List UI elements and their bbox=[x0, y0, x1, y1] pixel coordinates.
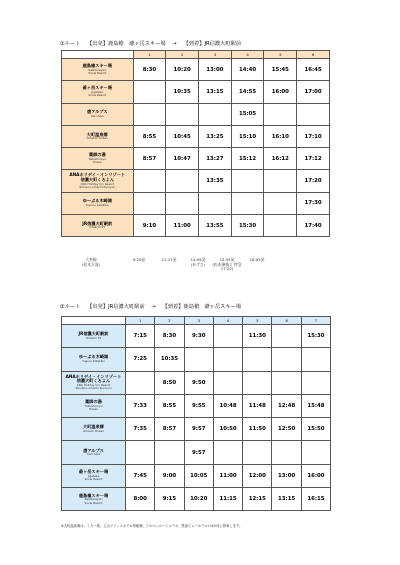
connection-note bbox=[73, 258, 109, 267]
stop-name bbox=[62, 170, 134, 192]
departure-time: 8:50 bbox=[155, 371, 184, 394]
stop-name bbox=[62, 215, 134, 237]
route1-title: ①ルート 【出発】鹿島槍 爺ヶ岳スキー場 → 【到着】JR信濃大町駅前 bbox=[60, 41, 242, 47]
departure-time bbox=[301, 371, 330, 394]
departure-time: 15:12 bbox=[231, 148, 264, 170]
stop-name-jp: ゆ～ぷる木崎湖 bbox=[78, 354, 109, 360]
departure-time: 15:10 bbox=[231, 125, 264, 147]
departure-time bbox=[231, 192, 264, 214]
stop-name-en: Yakushinoyu bbox=[84, 404, 103, 409]
departure-time: 13:15 bbox=[199, 81, 232, 103]
stop-row bbox=[62, 348, 331, 371]
stop-row bbox=[62, 125, 330, 147]
departure-time: 11:00 bbox=[213, 464, 242, 487]
departure-time: 13:15 bbox=[272, 488, 301, 511]
stop-name bbox=[62, 103, 134, 125]
departure-time: 12:50 bbox=[272, 418, 301, 441]
departure-time bbox=[297, 103, 330, 125]
departure-time: 15:45 bbox=[264, 59, 297, 81]
column-header: 4 bbox=[231, 51, 264, 59]
stop-name-jp: 信濃大町くろよん bbox=[80, 176, 115, 182]
departure-time: 17:10 bbox=[297, 125, 330, 147]
header-row bbox=[62, 317, 331, 325]
column-header: 2 bbox=[166, 51, 199, 59]
stop-name-en: Onsen bbox=[92, 160, 102, 165]
stop-row bbox=[62, 148, 330, 170]
stop-name bbox=[62, 81, 134, 103]
departure-time bbox=[264, 192, 297, 214]
departure-time: 9:55 bbox=[184, 394, 213, 417]
stop-name-jp: ゆ～ぷる木崎湖 bbox=[82, 198, 112, 204]
departure-time: 9:10 bbox=[133, 215, 166, 237]
stop-row bbox=[62, 441, 331, 464]
departure-time bbox=[155, 441, 184, 464]
stop-name-en: Kari Alps bbox=[87, 452, 100, 457]
header-row bbox=[62, 51, 330, 59]
departure-time: 10:50 bbox=[213, 418, 242, 441]
stop-name-jp: 鹿島槍スキー場 bbox=[82, 63, 112, 69]
column-header: 3 bbox=[199, 51, 232, 59]
column-header: 1 bbox=[133, 51, 166, 59]
stop-name bbox=[62, 59, 134, 81]
stop-name bbox=[62, 125, 134, 147]
departure-time: 8:57 bbox=[155, 418, 184, 441]
stop-name-jp: JR信濃大町駅前 bbox=[78, 331, 109, 337]
stop-name-en: Shinano-omachi Kuroyon bbox=[75, 386, 112, 391]
departure-time: 13:35 bbox=[199, 170, 232, 192]
column-header: 1 bbox=[126, 317, 155, 325]
departure-time: 16:00 bbox=[301, 464, 330, 487]
departure-time: 7:15 bbox=[126, 325, 155, 348]
column-header: 6 bbox=[297, 51, 330, 59]
column-header: 2 bbox=[155, 317, 184, 325]
stop-row bbox=[62, 418, 331, 441]
departure-time: 15:50 bbox=[301, 418, 330, 441]
stop-name-en: Snow Resort bbox=[84, 500, 103, 505]
stop-name-jp: 大町温泉郷 bbox=[83, 424, 104, 430]
stop-name bbox=[62, 148, 134, 170]
connection-note bbox=[239, 258, 275, 263]
stop-name-en: Snow Resort bbox=[88, 93, 107, 98]
departure-time: 13:00 bbox=[272, 464, 301, 487]
stop-name-jp: 爺ヶ岳スキー場 bbox=[82, 85, 112, 91]
departure-time: 16:00 bbox=[264, 81, 297, 103]
stop-name bbox=[62, 325, 126, 348]
stop-name-jp: 薬師の湯 bbox=[85, 399, 102, 405]
header-corner bbox=[62, 317, 126, 325]
connection-note-line: 18:05発 bbox=[249, 257, 265, 262]
stop-row bbox=[62, 371, 331, 394]
departure-time: 16:45 bbox=[297, 59, 330, 81]
departure-time bbox=[133, 103, 166, 125]
departure-time: 13:27 bbox=[199, 148, 232, 170]
stop-name-en: Omachi ST bbox=[89, 225, 106, 230]
stop-name-jp: 大町温泉郷 bbox=[86, 131, 108, 137]
departure-time bbox=[231, 170, 264, 192]
route2-timetable bbox=[61, 316, 331, 511]
stop-name-en: Yupuru Kizakiko bbox=[82, 359, 105, 364]
stop-name-jp: 信濃大町くろよん bbox=[76, 378, 111, 384]
departure-time: 8:55 bbox=[133, 125, 166, 147]
departure-time bbox=[133, 170, 166, 192]
departure-time: 10:35 bbox=[155, 348, 184, 371]
departure-time bbox=[243, 348, 272, 371]
departure-time: 12:00 bbox=[243, 464, 272, 487]
departure-time: 17:20 bbox=[297, 170, 330, 192]
departure-time: 10:05 bbox=[184, 464, 213, 487]
connection-note-line: 大糸線 bbox=[85, 257, 97, 262]
departure-time: 11:50 bbox=[243, 418, 272, 441]
departure-time bbox=[199, 103, 232, 125]
stop-name bbox=[62, 192, 134, 214]
stop-name-en: ANA Holiday Inn Resort bbox=[80, 181, 115, 186]
departure-time: 13:00 bbox=[199, 59, 232, 81]
departure-time bbox=[126, 371, 155, 394]
departure-time: 10:20 bbox=[184, 488, 213, 511]
departure-time bbox=[272, 348, 301, 371]
stop-row bbox=[62, 215, 330, 237]
departure-time: 8:00 bbox=[126, 488, 155, 511]
stop-name-en: Snow Resort bbox=[88, 71, 107, 75]
stop-name-jp: 唐アルプス bbox=[86, 109, 108, 115]
departure-time bbox=[184, 348, 213, 371]
stop-name-en: Kari Alps bbox=[90, 113, 104, 118]
departure-time: 15:30 bbox=[231, 215, 264, 237]
departure-time bbox=[213, 441, 242, 464]
departure-time bbox=[213, 348, 242, 371]
route1-connection-notes bbox=[61, 258, 330, 282]
departure-time: 15:30 bbox=[301, 325, 330, 348]
departure-time: 10:48 bbox=[213, 394, 242, 417]
stop-name bbox=[62, 348, 126, 371]
stop-name-en: Kashimayari bbox=[84, 497, 103, 502]
departure-time: 13:55 bbox=[199, 215, 232, 237]
departure-time bbox=[272, 325, 301, 348]
departure-time bbox=[133, 192, 166, 214]
stop-name-en: Omachi Onsen bbox=[82, 429, 105, 434]
departure-time bbox=[264, 215, 297, 237]
departure-time: 10:47 bbox=[166, 148, 199, 170]
departure-time: 9:00 bbox=[155, 464, 184, 487]
column-header: 5 bbox=[243, 317, 272, 325]
departure-time: 17:40 bbox=[297, 215, 330, 237]
departure-time: 9:50 bbox=[184, 371, 213, 394]
departure-time: 9:30 bbox=[184, 325, 213, 348]
stop-row bbox=[62, 192, 330, 214]
footnote: ※大町温泉郷は、くろー旅、立山プリンスホテル別館棟、アルペンルートホテル、黒部ビューホテルの4か所に停車します。 bbox=[61, 524, 243, 528]
connection-note-line: 17:20) bbox=[220, 266, 234, 272]
departure-time: 7:35 bbox=[126, 418, 155, 441]
departure-time: 17:30 bbox=[297, 192, 330, 214]
departure-time: 11:15 bbox=[213, 488, 242, 511]
stop-name-en: Yakushinoyu bbox=[88, 156, 107, 161]
stop-name bbox=[62, 441, 126, 464]
departure-time bbox=[243, 441, 272, 464]
stop-name-en: Shinano-omachi Kuroyon bbox=[79, 184, 116, 189]
departure-time: 14:55 bbox=[231, 81, 264, 103]
departure-time: 11:48 bbox=[243, 394, 272, 417]
departure-time bbox=[199, 192, 232, 214]
stop-name-en: Jigatake bbox=[91, 90, 104, 95]
departure-time: 15:48 bbox=[301, 394, 330, 417]
departure-time: 11:30 bbox=[243, 325, 272, 348]
stop-row bbox=[62, 81, 330, 103]
connection-note-line: 9:20発 bbox=[132, 257, 146, 262]
connection-note-line: 11:17発 bbox=[161, 257, 177, 262]
departure-time bbox=[166, 192, 199, 214]
stop-name-jp: 薬師の湯 bbox=[88, 152, 106, 158]
stop-name-en: Onsen bbox=[88, 407, 99, 412]
departure-time bbox=[166, 103, 199, 125]
stop-name bbox=[62, 418, 126, 441]
departure-time: 10:35 bbox=[166, 81, 199, 103]
stop-name-jp: 爺ヶ岳スキー場 bbox=[78, 469, 109, 475]
departure-time: 7:33 bbox=[126, 394, 155, 417]
stop-name bbox=[62, 464, 126, 487]
departure-time: 16:10 bbox=[264, 125, 297, 147]
departure-time: 8:55 bbox=[155, 394, 184, 417]
connection-note-line: (松本方面) bbox=[81, 261, 101, 267]
departure-time bbox=[126, 441, 155, 464]
departure-time: 10:20 bbox=[166, 59, 199, 81]
stop-name bbox=[62, 488, 126, 511]
column-header: 5 bbox=[264, 51, 297, 59]
stop-name bbox=[62, 371, 126, 394]
departure-time bbox=[213, 371, 242, 394]
departure-time: 10:45 bbox=[166, 125, 199, 147]
stop-name-jp: 唐アルプス bbox=[83, 447, 104, 453]
departure-time: 11:00 bbox=[166, 215, 199, 237]
departure-time: 17:00 bbox=[297, 81, 330, 103]
departure-time: 9:57 bbox=[184, 441, 213, 464]
departure-time: 16:12 bbox=[264, 148, 297, 170]
column-header: 6 bbox=[272, 317, 301, 325]
header-corner bbox=[62, 51, 134, 59]
departure-time: 15:05 bbox=[231, 103, 264, 125]
column-header: 3 bbox=[184, 317, 213, 325]
stop-name-en: Jigatake bbox=[87, 474, 100, 479]
connection-note-line: (あずさ) bbox=[190, 261, 206, 267]
route1-timetable bbox=[61, 50, 330, 237]
stop-row bbox=[62, 103, 330, 125]
departure-time bbox=[133, 81, 166, 103]
stop-row bbox=[62, 488, 331, 511]
stop-name-en: Omachi ST bbox=[85, 335, 102, 340]
column-header: 7 bbox=[301, 317, 330, 325]
departure-time bbox=[213, 325, 242, 348]
route2-title: ②ルート 【出発】JR信濃大町駅前 → 【到着】鹿島槍 爺ヶ岳スキー場 bbox=[60, 304, 242, 310]
departure-time: 16:15 bbox=[301, 488, 330, 511]
stop-name-en: Omachi Onsen bbox=[86, 136, 108, 141]
departure-time: 7:45 bbox=[126, 464, 155, 487]
departure-time bbox=[272, 441, 301, 464]
stop-name-en: Kashimayari bbox=[88, 67, 107, 72]
departure-time: 9:15 bbox=[155, 488, 184, 511]
stop-name bbox=[62, 394, 126, 417]
stop-name-jp: ANAホリデイ・インリゾート bbox=[69, 172, 126, 178]
stop-row bbox=[62, 464, 331, 487]
column-header: 4 bbox=[213, 317, 242, 325]
stop-name-en: Snow Resort bbox=[84, 477, 103, 482]
departure-time: 9:57 bbox=[184, 418, 213, 441]
departure-time: 14:40 bbox=[231, 59, 264, 81]
connection-note-line: 14:09発 bbox=[190, 257, 206, 262]
departure-time bbox=[243, 371, 272, 394]
connection-note-line: (松本乗換え 特急 bbox=[212, 261, 242, 267]
departure-time bbox=[301, 441, 330, 464]
stop-name-en: Yupuru Kizakiko bbox=[85, 203, 109, 208]
departure-time: 8:30 bbox=[133, 59, 166, 81]
departure-time bbox=[272, 371, 301, 394]
stop-name-en: ANA Holiday Inn Resort bbox=[76, 383, 111, 388]
stop-row bbox=[62, 325, 331, 348]
departure-time: 12:15 bbox=[243, 488, 272, 511]
stop-row bbox=[62, 394, 331, 417]
departure-time: 17:12 bbox=[297, 148, 330, 170]
stop-name-jp: 鹿島槍スキー場 bbox=[78, 492, 109, 498]
stop-row bbox=[62, 59, 330, 81]
stop-name-jp: ANAホリデイ・インリゾート bbox=[65, 373, 122, 379]
departure-time bbox=[301, 348, 330, 371]
departure-time: 12:48 bbox=[272, 394, 301, 417]
departure-time bbox=[264, 103, 297, 125]
stop-name-jp: JR信濃大町駅前 bbox=[82, 220, 113, 226]
departure-time: 8:30 bbox=[155, 325, 184, 348]
departure-time: 8:57 bbox=[133, 148, 166, 170]
connection-note-line: 15:55発 bbox=[219, 257, 235, 262]
departure-time bbox=[166, 170, 199, 192]
departure-time bbox=[264, 170, 297, 192]
stop-row bbox=[62, 170, 330, 192]
departure-time: 7:25 bbox=[126, 348, 155, 371]
departure-time: 13:25 bbox=[199, 125, 232, 147]
